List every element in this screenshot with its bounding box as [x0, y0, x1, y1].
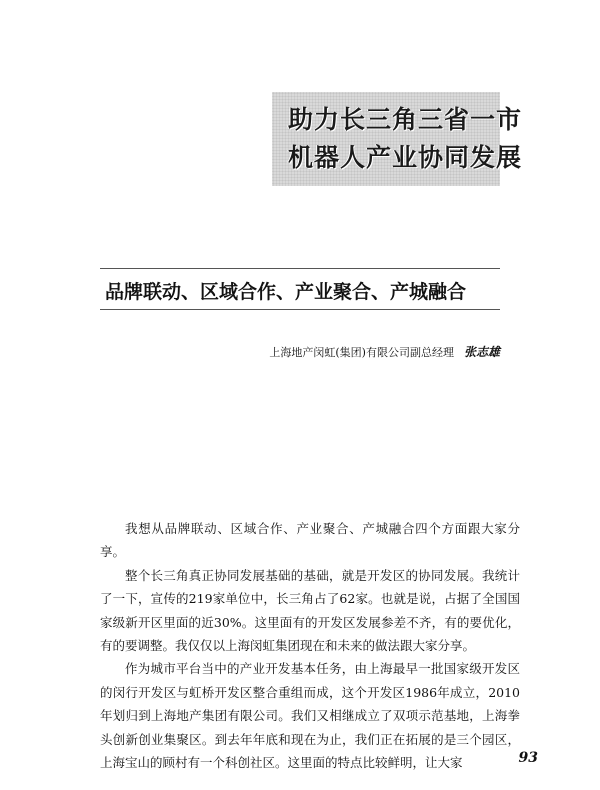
subtitle-rule-bottom: [100, 309, 500, 310]
author-name: 张志雄: [463, 345, 500, 359]
page-number: 93: [518, 750, 538, 766]
article-body: [100, 517, 520, 774]
paragraph: 作为城市平台当中的产业开发基本任务，由上海最早一批国家级开发区的闵行开发区与虹桥开发区整合重组而成，这个开发区1986年成立，2010年划归到上海地产集团有限公司。我们又相继成立了双项示范基地，上海拳头创新创业集聚区。到去年年底和现在为止，我们正在拓展的是三个园区，上海宝山的顾村有一个科创社区。这里面的特点比较鲜明，让大家: [100, 661, 520, 771]
article-title-line-2: 机器人产业协同发展: [288, 143, 523, 172]
subtitle-rule-top: [100, 268, 500, 269]
paragraph: 整个长三角真正协同发展基础的基础，就是开发区的协同发展。我统计了一下，宣传的219家单位中，长三角占了62家。也就是说，占据了全国国家级新开区里面的近30%。这里面有的开发区发展参差不齐，有的要优化，有的要调整。我仅仅以上海闵虹集团现在和未来的做法跟大家分享。: [100, 567, 520, 654]
article-subtitle: 品牌联动、区域合作、产业聚合、产城融合: [105, 281, 467, 303]
article-title-line-1: 助力长三角三省一市: [288, 105, 523, 134]
author-byline: [269, 343, 500, 360]
author-affiliation: 上海地产闵虹(集团)有限公司副总经理: [269, 346, 454, 359]
paragraph: 我想从品牌联动、区域合作、产业聚合、产城融合四个方面跟大家分享。: [100, 521, 520, 560]
